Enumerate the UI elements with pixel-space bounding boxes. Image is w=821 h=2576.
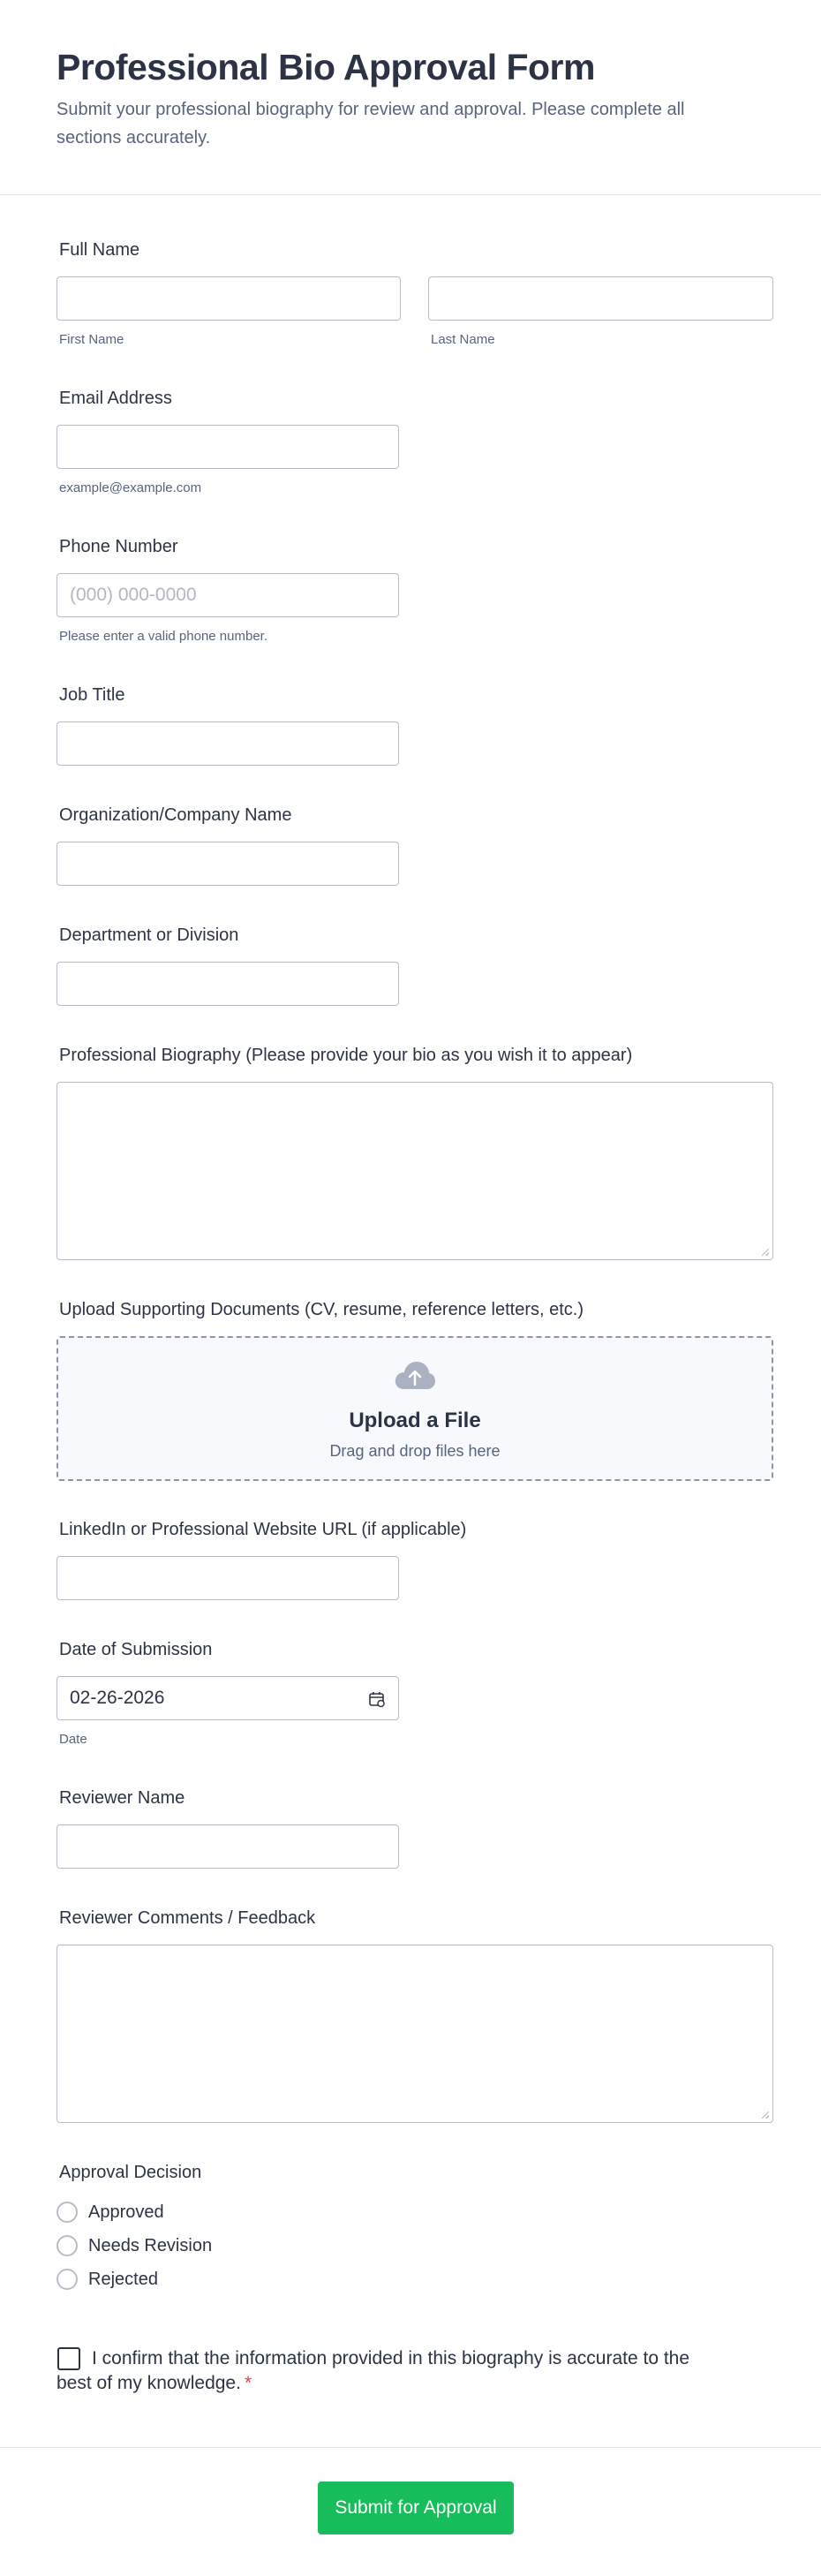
date-input[interactable] xyxy=(56,1676,399,1720)
biography-label: Professional Biography (Please provide your bio as you wish it to appear) xyxy=(59,1046,633,1065)
email-label: Email Address xyxy=(59,389,172,408)
job-title-input[interactable] xyxy=(56,721,399,766)
radio-circle[interactable] xyxy=(56,2202,78,2223)
reviewer-comments-textarea[interactable] xyxy=(56,1945,773,2123)
upload-title: Upload a File xyxy=(349,1409,481,1432)
date-sublabel: Date xyxy=(59,1732,87,1747)
radio-approved[interactable]: Approved xyxy=(56,2200,164,2225)
consent-text: I confirm that the information provided in this biography is accurate to the best of my knowledge. * xyxy=(56,2348,690,2393)
radio-rejected[interactable]: Rejected xyxy=(56,2267,158,2292)
reviewer-name-label: Reviewer Name xyxy=(59,1788,185,1808)
form-subtitle: Submit your professional biography for review and approval. Please complete all sections accurately. xyxy=(56,100,685,147)
full-name-label: Full Name xyxy=(59,240,140,260)
date-label: Date of Submission xyxy=(59,1640,213,1659)
reviewer-comments-label: Reviewer Comments / Feedback xyxy=(59,1908,316,1928)
last-name-sublabel: Last Name xyxy=(431,332,495,347)
website-input[interactable] xyxy=(56,1556,399,1600)
first-name-input[interactable] xyxy=(56,276,401,321)
form-title: Professional Bio Approval Form xyxy=(56,47,595,87)
organization-label: Organization/Company Name xyxy=(59,805,292,825)
email-field[interactable] xyxy=(56,425,399,469)
phone-input[interactable]: (000) 000-0000 xyxy=(56,573,399,617)
date-value: 02-26-2026 xyxy=(70,1688,165,1708)
website-label: LinkedIn or Professional Website URL (if applicable) xyxy=(59,1520,467,1539)
organization-input[interactable] xyxy=(56,842,399,886)
email-sublabel: example@example.com xyxy=(59,480,202,495)
form-header xyxy=(0,0,821,195)
approval-label: Approval Decision xyxy=(59,2163,202,2182)
upload-label: Upload Supporting Documents (CV, resume, reference letters, etc.) xyxy=(59,1300,584,1319)
radio-circle[interactable] xyxy=(56,2235,78,2256)
radio-needs-revision[interactable]: Needs Revision xyxy=(56,2233,212,2258)
calendar-icon[interactable] xyxy=(368,1690,386,1708)
radio-circle[interactable] xyxy=(56,2269,78,2290)
form-body xyxy=(0,195,821,2456)
first-name-sublabel: First Name xyxy=(59,332,124,347)
file-upload-dropzone[interactable] xyxy=(56,1336,773,1481)
submit-button[interactable]: Submit for Approval xyxy=(318,2482,514,2534)
department-input[interactable] xyxy=(56,962,399,1006)
required-marker: * xyxy=(244,2373,252,2393)
reviewer-name-input[interactable] xyxy=(56,1824,399,1869)
phone-sublabel: Please enter a valid phone number. xyxy=(59,629,267,644)
phone-label: Phone Number xyxy=(59,537,178,556)
last-name-input[interactable] xyxy=(428,276,773,321)
job-title-label: Job Title xyxy=(59,685,125,705)
form-footer xyxy=(0,2447,821,2576)
biography-textarea[interactable] xyxy=(56,1082,773,1260)
department-label: Department or Division xyxy=(59,925,239,945)
cloud-upload-icon xyxy=(394,1361,436,1391)
upload-subtitle: Drag and drop files here xyxy=(329,1442,501,1460)
